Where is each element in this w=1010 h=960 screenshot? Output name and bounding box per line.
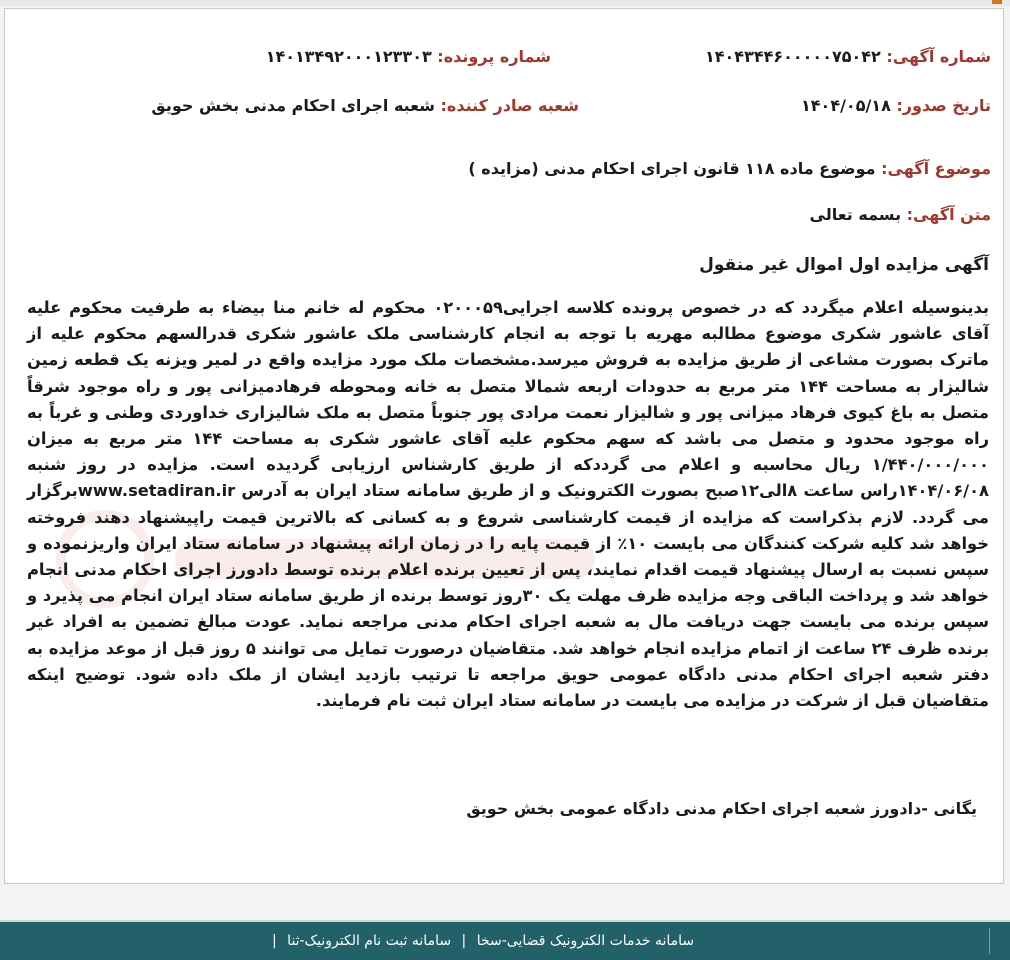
- text-opening: بسمه تعالی: [809, 205, 902, 224]
- subject-value: موضوع ماده ۱۱۸ قانون اجرای احکام مدنی (مزایده ): [468, 159, 876, 178]
- subject-row: [468, 159, 991, 178]
- notice-number-value: ۱۴۰۴۳۴۴۶۰۰۰۰۰۷۵۰۴۲: [705, 47, 881, 66]
- footer-separator-trailing: |: [272, 933, 277, 949]
- footer-links: [266, 933, 694, 949]
- case-number-row: [266, 47, 551, 66]
- footer-bar: [0, 920, 1010, 960]
- top-strip: [0, 0, 1010, 6]
- issue-date-row: [801, 96, 991, 115]
- text-label: متن آگهی:: [906, 205, 991, 224]
- case-number-value: ۱۴۰۱۳۴۹۲۰۰۰۱۲۳۳۰۳: [265, 47, 432, 66]
- notice-number-row: [705, 47, 991, 66]
- notice-heading: آگهی مزایده اول اموال غیر منقول: [699, 255, 989, 275]
- issuing-branch-row: [151, 96, 579, 115]
- footer-separator: |: [461, 933, 467, 949]
- issuing-branch-value: شعبه اجرای احکام مدنی بخش حویق: [151, 96, 435, 115]
- issue-date-label: تاریخ صدور:: [896, 96, 991, 115]
- notice-number-label: شماره آگهی:: [886, 47, 991, 66]
- footer-edge: [989, 928, 998, 954]
- top-accent: [992, 0, 1002, 4]
- notice-signature: یگانی -دادورز شعبه اجرای احکام مدنی دادگاه عمومی بخش حویق: [466, 799, 977, 818]
- footer-link-sana[interactable]: سامانه ثبت نام الکترونیک-ثنا: [287, 933, 452, 949]
- case-number-label: شماره پرونده:: [437, 47, 551, 66]
- footer-link-sakha[interactable]: سامانه خدمات الکترونیک قضایی-سخا: [476, 933, 695, 949]
- notice-panel: [4, 8, 1004, 884]
- issuing-branch-label: شعبه صادر کننده:: [440, 96, 579, 115]
- notice-body: بدینوسیله اعلام میگردد که در خصوص پرونده کلاسه اجرایی۰۲۰۰۰۵۹ محکوم له خانم منا بیضاء به طرفیت محکوم علیه آقای عاشور شکری موضوع مطالبه مهریه با توجه به انجام کارشناسی ملک عاشور شکری قدرالسهم محکوم علیه از ماترک بصورت مشاعی از طریق مزایده به فروش میرسد.مشخصات ملک مورد مزایده واقع در لمیر ویزنه یک قطعه زمین شالیزار به مساحت ۱۴۴ متر مربع به حدودات اربعه شمالا متصل به خانه ومحوطه فرهادمیزانی پور و راه موجود شرقاً متصل به باغ کیوی فرهاد میزانی پور و شالیزار نعمت مرادی پور جنوباً متصل به ملک شالیزاری خداوردی وطنی و غرباً به راه موجود محدود و متصل می باشد که سهم محکوم علیه آقای عاشور شکری به مساحت ۱۴۴ متر مربع به میزان ۱/۴۴۰/۰۰۰/۰۰۰ ریال محاسبه و اعلام می گرددکه از طریق کارشناس ارزیابی گردیده است. مزایده در روز شنبه ۱۴۰۴/۰۶/۰۸راس ساعت ۸الی۱۲صبح بصورت الکترونیک و از طریق سامانه ستاد ایران به آدرس www.setadiran.irبرگزار می گردد. لازم بذکراست که مزایده از قیمت کارشناسی شروع و به کسانی که بالاترین قیمت راپیشنهاد دهند فروخته خواهد شد کلیه شرکت کنندگان می بایست ۱۰٪ از قیمت پایه را در زمان ارائه پیشنهاد در سامانه ستاد ایران واریزنموده و سپس نسبت به ارسال پیشنهاد قیمت اقدام نمایند، پس از تعیین برنده اعلام برنده توسط دادورز اجرای احکام مدنی انجام خواهد شد و پرداخت الباقی وجه مزایده ظرف مهلت یک ۳۰روز توسط برنده از طریق سامانه ستاد ایران انجام می پذیرد و سپس برنده می بایست جهت دریافت مال به شعبه اجرای احکام مدنی مراجعه نماید. عودت مبالغ تضمین به افراد غیر برنده ظرف ۲۴ ساعت از اتمام مزایده انجام خواهد شد. متقاضیان درصورت تمایل می توانند ۵ روز قبل از موعد مزایده به دفتر شعبه اجرای احکام مدنی دادگاه عمومی حویق مراجعه تا ترتیب بازدید ایشان از ملک داده شود. توضیح اینکه متقاضیان قبل از شرکت در مزایده می بایست در سامانه ستاد ایران ثبت نام فرمایند.: [27, 298, 990, 711]
- text-row: [810, 205, 991, 224]
- subject-label: موضوع آگهی:: [881, 159, 991, 178]
- issue-date-value: ۱۴۰۴/۰۵/۱۸: [801, 96, 891, 115]
